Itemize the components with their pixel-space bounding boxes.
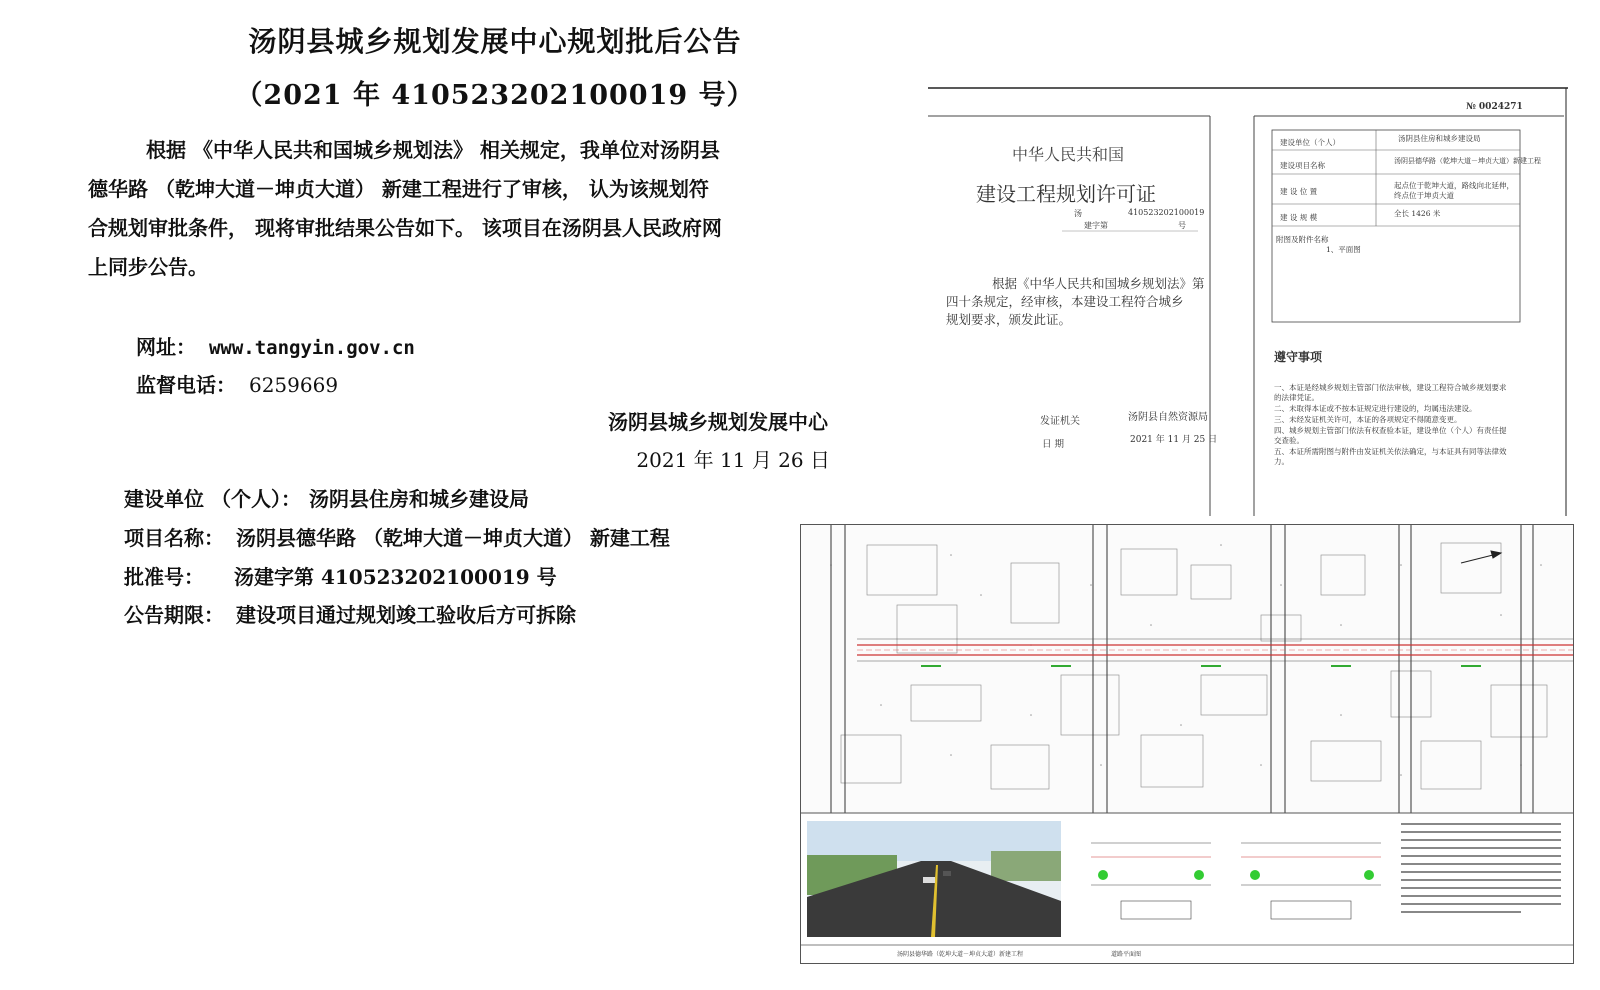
permit-notice: 力。 (1274, 457, 1289, 466)
website-label: 网址： (136, 335, 196, 359)
permit-table-label: 建 设 规 模 (1280, 213, 1318, 222)
body-line: 合规划审批条件， 现将审批结果公告如下。 该项目在汤阴县人民政府网 (88, 216, 722, 240)
permit-issuer-label: 发证机关 (1040, 416, 1080, 427)
permit-table-value: 汤阴县德华路（乾坤大道－坤贞大道）新建工程 (1394, 157, 1541, 165)
permit-issuer: 汤阴县自然资源局 (1128, 412, 1208, 423)
permit-notice: 一、本证是经城乡规划主管部门依法审核，建设工程符合城乡规划要求 (1274, 383, 1507, 392)
permit-notice: 三、未经发证机关许可，本证的各项规定不得随意变更。 (1274, 415, 1462, 424)
permit-basis-2: 四十条规定，经审核，本建设工程符合城乡 (946, 294, 1184, 309)
permit-prefix: 汤 (1074, 209, 1082, 218)
detail-label: 批准号： (124, 565, 204, 589)
detail-value: 汤阴县德华路 （乾坤大道－坤贞大道） 新建工程 (236, 526, 670, 550)
detail-builder (124, 483, 529, 512)
permit-suffix: 号 (1178, 221, 1186, 230)
permit-notice-title: 遵守事项 (1274, 350, 1323, 364)
map-footer-sheet: 道路平面图 (1111, 951, 1142, 958)
design-notes (1401, 823, 1561, 913)
body-line: 上同步公告。 (88, 255, 208, 279)
permit-table-value: 起点位于乾坤大道，路线向北延伸， (1394, 181, 1514, 190)
permit-country: 中华人民共和国 (1012, 145, 1125, 164)
body-line: 根据 《中华人民共和国城乡规划法》 相关规定，我单位对汤阴县 (146, 138, 720, 162)
detail-project (124, 522, 670, 551)
website-line (136, 331, 415, 360)
detail-label: 项目名称： (124, 526, 224, 550)
cross-section-drawings (1091, 843, 1381, 919)
notice-body (88, 131, 828, 287)
notice-title: 汤阴县城乡规划发展中心规划批后公告 (248, 25, 742, 58)
permit-table-value: 全长 1426 米 (1394, 209, 1441, 218)
permit-basis-1: 根据《中华人民共和国城乡规划法》第 (992, 276, 1205, 291)
detail-period (124, 599, 576, 628)
permit-table-label: 建设项目名称 (1280, 161, 1325, 170)
detail-approval (124, 561, 557, 590)
body-line: 德华路 （乾坤大道－坤贞大道） 新建工程进行了审核， 认为该规划符 (88, 177, 709, 201)
road-plan-map (800, 524, 1574, 964)
permit-notice: 五、本证所需附图与附件由发证机关依法确定，与本证具有同等法律效 (1274, 447, 1507, 456)
map-footer-project: 汤阴县德华路（乾坤大道－坤贞大道）新建工程 (897, 951, 1024, 958)
detail-label: 建设单位 （个人）： (124, 487, 301, 511)
permit-basis-3: 规划要求，颁发此证。 (946, 312, 1072, 327)
permit-notice: 交查验。 (1274, 436, 1304, 445)
permit-scan (928, 86, 1572, 516)
phone-line (136, 369, 338, 398)
signature-org: 汤阴县城乡规划发展中心 (608, 410, 828, 434)
detail-label: 公告期限： (124, 603, 224, 627)
road-rendering (807, 821, 1061, 937)
permit-name: 建设工程规划许可证 (976, 182, 1156, 206)
phone-value: 6259669 (248, 373, 339, 397)
permit-attachments-label: 附图及附件名称 (1276, 235, 1329, 244)
permit-location-line2: 终点位于坤贞大道 (1394, 191, 1454, 200)
detail-value: 建设项目通过规划竣工验收后方可拆除 (236, 603, 576, 627)
permit-attachment-1: 1、平面图 (1326, 245, 1361, 254)
road-plan-drawing (801, 525, 1573, 963)
phone-label: 监督电话： (136, 373, 236, 397)
permit-serial: № 0024271 (1466, 102, 1523, 112)
permit-number: 410523202100019 (1128, 208, 1205, 217)
signature-date: 2021 年 11 月 26 日 (636, 448, 830, 472)
permit-notice: 四、城乡规划主管部门依法有权查验本证，建设单位（个人）有责任提 (1274, 426, 1507, 435)
detail-value: 汤阴县住房和城乡建设局 (308, 487, 529, 511)
website-link[interactable]: www.tangyin.gov.cn (208, 337, 415, 359)
permit-table-label: 建设单位（个人） (1280, 138, 1340, 147)
permit-suffix-label: 建字第 (1084, 221, 1108, 230)
permit-notice: 二、未取得本证或不按本证规定进行建设的，均属违法建设。 (1274, 404, 1477, 413)
permit-table-label: 建 设 位 置 (1280, 187, 1318, 196)
notice-number: （2021 年 410523202100019 号） (235, 80, 755, 111)
permit-notice: 的法律凭证。 (1274, 393, 1319, 402)
permit-date: 2021 年 11 月 25 日 (1130, 435, 1218, 445)
detail-value: 汤建字第 410523202100019 号 (234, 565, 557, 589)
permit-table-value: 汤阴县住房和城乡建设局 (1398, 134, 1481, 143)
permit-date-label: 日 期 (1042, 439, 1065, 450)
